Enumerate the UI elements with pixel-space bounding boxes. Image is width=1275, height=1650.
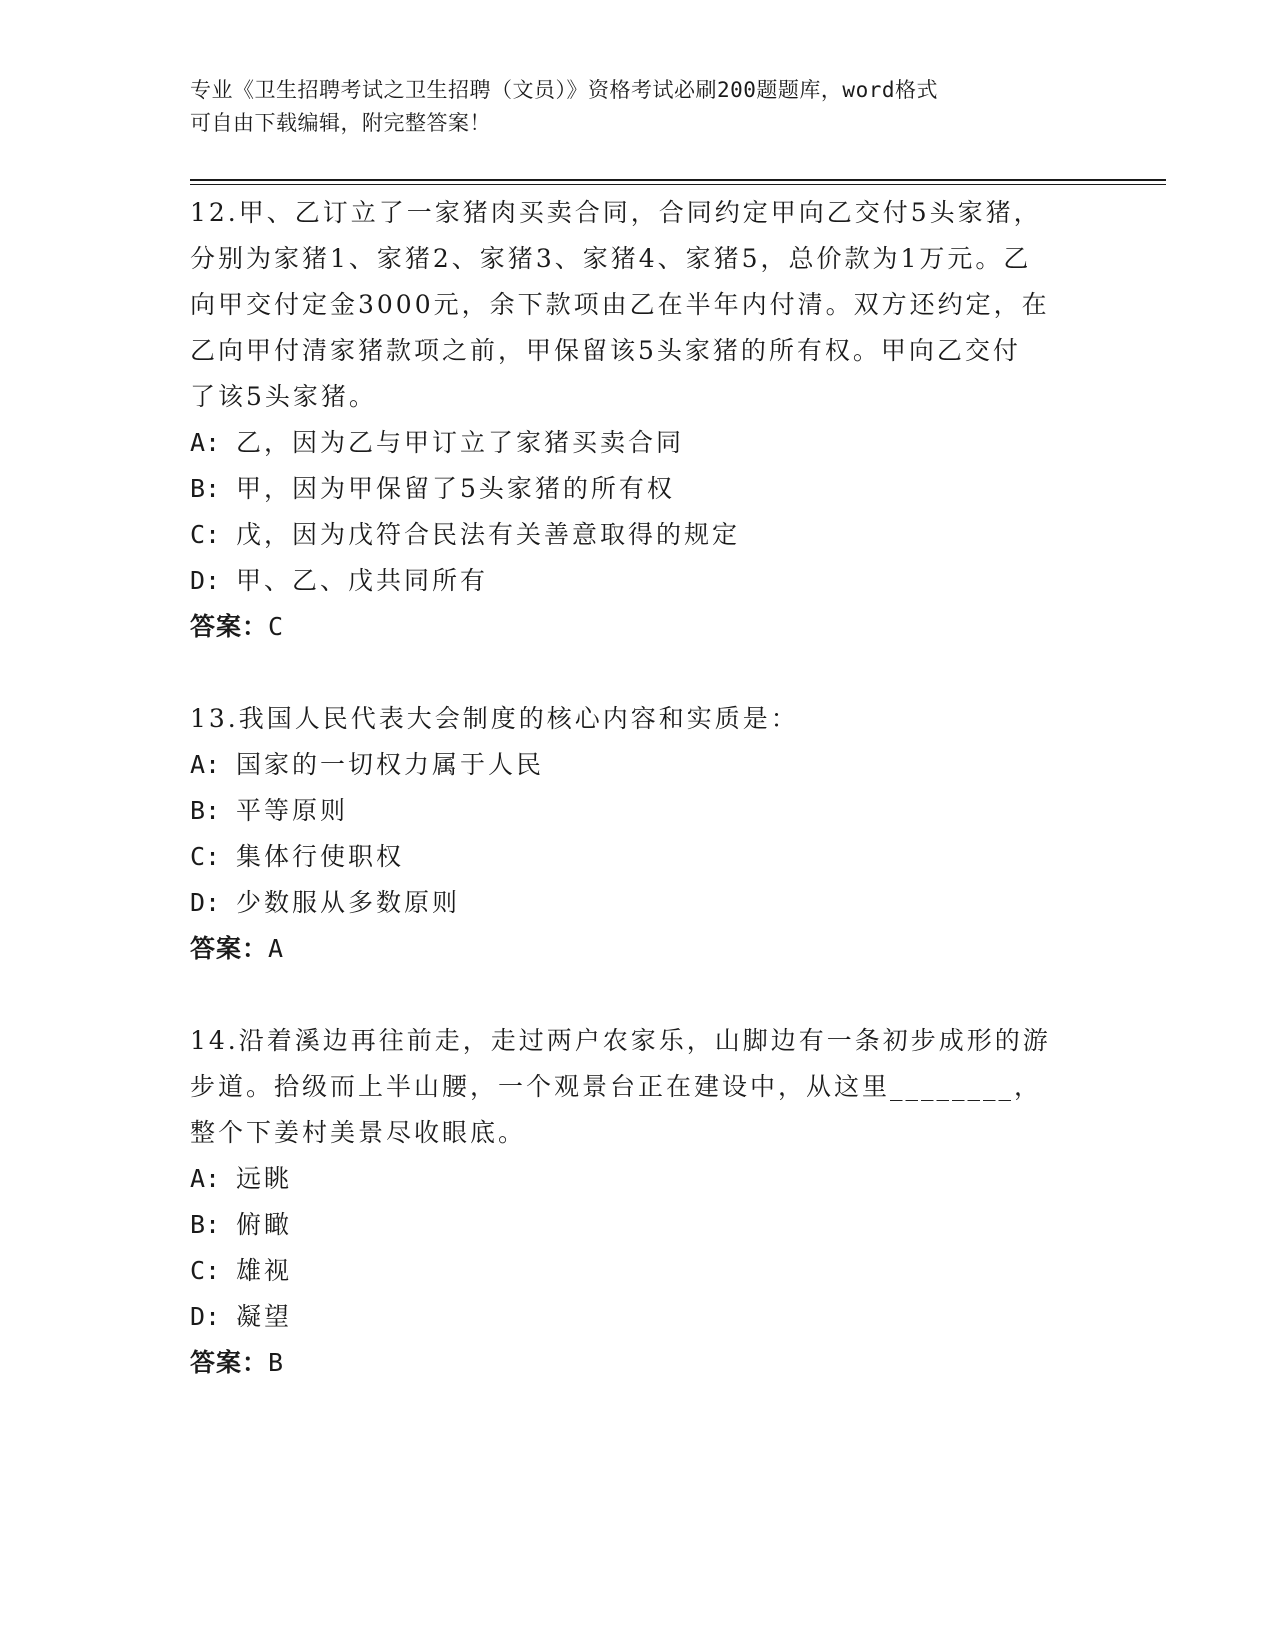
option-key: C:	[190, 842, 221, 871]
option-d	[190, 558, 1090, 604]
option-a	[190, 742, 1090, 788]
question-block	[190, 1018, 1090, 1386]
option-text: 俯瞰	[236, 1210, 293, 1239]
question-text-line: 了该5头家猪。	[190, 382, 377, 411]
answer-line	[190, 926, 1090, 972]
question-list	[190, 190, 1090, 1386]
option-text: 雄视	[236, 1256, 293, 1285]
option-b	[190, 1202, 1090, 1248]
option-text: 甲，因为甲保留了5头家猪的所有权	[236, 474, 675, 503]
question-text-line: 12.甲、乙订立了一家猪肉买卖合同，合同约定甲向乙交付5头家猪，	[190, 198, 1042, 227]
option-c	[190, 1248, 1090, 1294]
option-b	[190, 466, 1090, 512]
option-c	[190, 834, 1090, 880]
question-text-line: 14.沿着溪边再往前走，走过两户农家乐，山脚边有一条初步成形的游	[190, 1026, 1051, 1055]
option-key: B:	[190, 1210, 221, 1239]
header-line-2: 可自由下载编辑，附完整答案！	[190, 111, 491, 135]
question-text-line: 分别为家猪1、家猪2、家猪3、家猪4、家猪5，总价款为1万元。乙	[190, 244, 1032, 273]
option-key: A:	[190, 1164, 221, 1193]
option-key: B:	[190, 474, 221, 503]
option-text: 少数服从多数原则	[236, 888, 461, 917]
option-key: A:	[190, 750, 221, 779]
question-text-line: 向甲交付定金3000元，余下款项由乙在半年内付清。双方还约定，在	[190, 290, 1050, 319]
question-text-line: 乙向甲付清家猪款项之前，甲保留该5头家猪的所有权。甲向乙交付	[190, 336, 1021, 365]
answer-label: 答案：	[190, 612, 269, 641]
header-divider-thick	[190, 179, 1166, 181]
option-key: D:	[190, 1302, 221, 1331]
option-text: 乙，因为乙与甲订立了家猪买卖合同	[236, 428, 685, 457]
option-d	[190, 880, 1090, 926]
option-text: 甲、乙、戊共同所有	[236, 566, 489, 595]
answer-line	[190, 604, 1090, 650]
header-divider-thin	[190, 184, 1166, 185]
question-text-line: 13.我国人民代表大会制度的核心内容和实质是：	[190, 704, 799, 733]
option-key: A:	[190, 428, 221, 457]
question-text-line: 步道。拾级而上半山腰，一个观景台正在建设中，从这里________，	[190, 1072, 1043, 1101]
option-a	[190, 420, 1090, 466]
answer-label: 答案：	[190, 1348, 269, 1377]
option-d	[190, 1294, 1090, 1340]
option-text: 国家的一切权力属于人民	[236, 750, 545, 779]
question-text-line: 整个下姜村美景尽收眼底。	[190, 1118, 527, 1147]
question-block	[190, 190, 1090, 650]
option-text: 戊，因为戊符合民法有关善意取得的规定	[236, 520, 741, 549]
option-b	[190, 788, 1090, 834]
option-key: D:	[190, 566, 221, 595]
question-block	[190, 696, 1090, 972]
answer-value: C	[268, 612, 285, 641]
option-text: 平等原则	[236, 796, 349, 825]
answer-label: 答案：	[190, 934, 269, 963]
option-key: D:	[190, 888, 221, 917]
option-a	[190, 1156, 1090, 1202]
document-header	[190, 74, 1090, 140]
question-spacer	[190, 972, 1090, 1018]
option-text: 凝望	[236, 1302, 293, 1331]
answer-value: B	[268, 1348, 285, 1377]
option-c	[190, 512, 1090, 558]
header-line-1: 专业《卫生招聘考试之卫生招聘（文员）》资格考试必刷200题题库，word格式	[190, 78, 938, 102]
option-key: C:	[190, 520, 221, 549]
option-key: C:	[190, 1256, 221, 1285]
answer-value: A	[268, 934, 285, 963]
option-key: B:	[190, 796, 221, 825]
answer-line	[190, 1340, 1090, 1386]
question-spacer	[190, 650, 1090, 696]
option-text: 集体行使职权	[236, 842, 405, 871]
option-text: 远眺	[236, 1164, 293, 1193]
